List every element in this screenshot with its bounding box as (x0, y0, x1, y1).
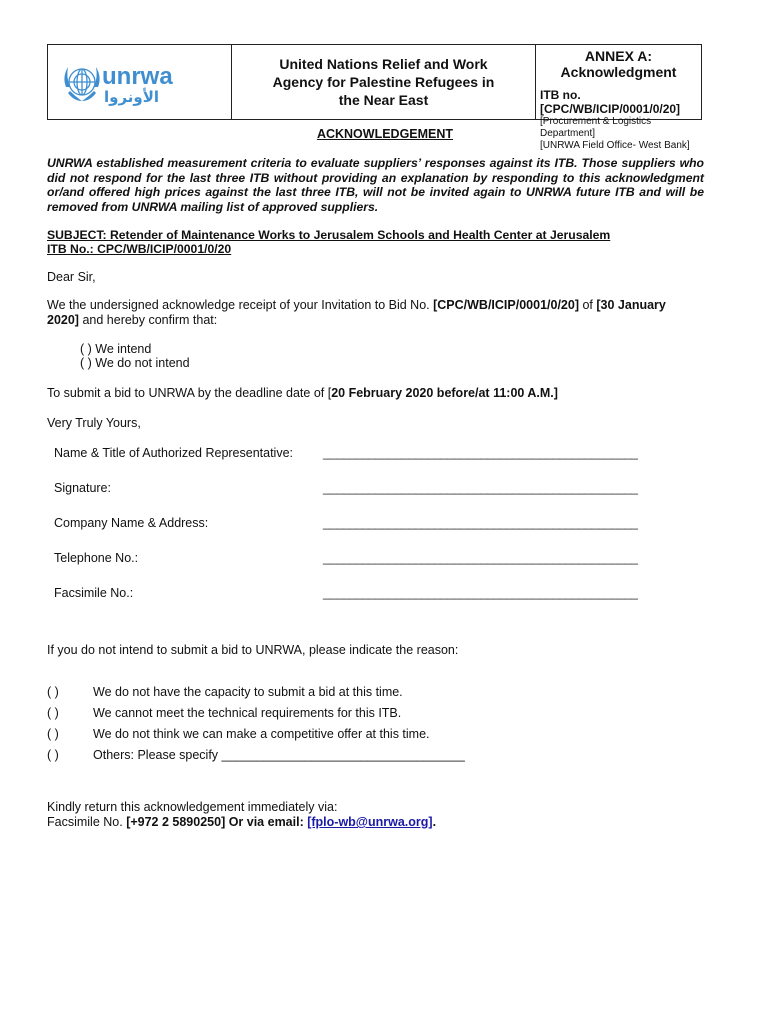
page-title-text: ACKNOWLEDGEMENT (316, 127, 454, 141)
subject-line1: SUBJECT: Retender of Maintenance Works to Jerusalem Schools and Health Center at Jerusalem (47, 228, 611, 242)
fax-label: Facsimile No. (47, 815, 127, 829)
receipt-paragraph (47, 298, 707, 328)
field-blank[interactable]: ________________________________________________ (323, 446, 638, 460)
receipt-text2: of (579, 298, 597, 312)
reason-text: Others: Please specify ___________________________________ (93, 748, 465, 762)
field-blank[interactable]: ________________________________________________ (323, 551, 638, 565)
reason-text: We cannot meet the technical requirements for this ITB. (93, 706, 402, 720)
reason-checkbox[interactable]: ( ) (47, 706, 59, 720)
field-label: Company Name & Address: (54, 516, 209, 530)
reason-checkbox[interactable]: ( ) (47, 748, 59, 762)
receipt-itb: [CPC/WB/ICIP/0001/0/20] (433, 298, 579, 312)
field-blank[interactable]: ________________________________________________ (323, 516, 638, 530)
department: [Procurement & Logistics Department] (540, 116, 652, 139)
intro-paragraph: UNRWA established measurement criteria to evaluate suppliers’ responses against its ITB. Those suppliers who did not respond for the last three ITB without providing an explanation by responding to this acknowledgment or/and offered high prices against the last three ITB, will not be invited again to UNRWA future ITB and will be removed from UNRWA mailing list of approved suppliers. (47, 156, 704, 214)
return-instructions (47, 800, 707, 830)
reason-text: We do not think we can make a competitive offer at this time. (93, 727, 430, 741)
email-link[interactable]: [fplo-wb@unrwa.org] (307, 815, 433, 829)
deadline-text: To submit a bid to UNRWA by the deadline date of [ (47, 386, 332, 400)
unrwa-logo (48, 45, 232, 119)
fax-number: [+972 2 5890250] Or via email: (126, 815, 308, 829)
field-label: Name & Title of Authorized Representative: (54, 446, 294, 460)
salutation: Dear Sir, (47, 270, 96, 284)
field-label: Telephone No.: (54, 551, 139, 565)
field-blank[interactable]: ________________________________________________ (323, 481, 638, 495)
org-name-line2: Agency for Palestine Refugees in (272, 74, 495, 90)
receipt-date: [30 January (596, 298, 666, 312)
field-blank[interactable]: ________________________________________________ (323, 586, 638, 600)
page-title (0, 127, 770, 141)
field-label: Facsimile No.: (54, 586, 134, 600)
organization-name (232, 45, 536, 119)
deadline-date: 20 February 2020 before/at 11:00 A.M.] (331, 386, 558, 400)
field-label: Signature: (54, 481, 111, 495)
org-name-line3: the Near East (338, 92, 429, 108)
return-line1: Kindly return this acknowledgement immediately via: (47, 800, 338, 814)
org-name-line1: United Nations Relief and Work (279, 56, 488, 72)
receipt-text1: We the undersigned acknowledge receipt of your Invitation to Bid No. (47, 298, 434, 312)
subject-line2: ITB No.: CPC/WB/ICIP/0001/0/20 (47, 242, 232, 256)
return-line2 (47, 815, 707, 830)
field-office: [UNRWA Field Office- West Bank] (540, 140, 690, 151)
reason-checkbox[interactable]: ( ) (47, 727, 59, 741)
subject (47, 228, 707, 256)
receipt-text3: and hereby confirm that: (78, 313, 218, 327)
itb-number: ITB no.[CPC/WB/ICIP/0001/0/20] (540, 88, 681, 116)
reason-checkbox[interactable]: ( ) (47, 685, 59, 699)
reason-text: We do not have the capacity to submit a bid at this time. (93, 685, 403, 699)
svg-text:الأونروا: الأونروا (103, 88, 159, 106)
un-emblem-icon (60, 57, 220, 107)
deadline-paragraph (47, 386, 707, 401)
annex-info (536, 45, 701, 151)
receipt-date-year: 2020] (47, 313, 79, 327)
closing: Very Truly Yours, (47, 416, 141, 430)
intend-option-no[interactable]: ( ) We do not intend (80, 356, 190, 370)
reason-prompt: If you do not intend to submit a bid to UNRWA, please indicate the reason: (47, 643, 459, 657)
svg-text:unrwa: unrwa (101, 63, 173, 90)
annex-title: ANNEX A: Acknowledgment (560, 48, 677, 80)
intend-option-yes[interactable]: ( ) We intend (80, 342, 152, 356)
return-end: . (432, 815, 437, 829)
